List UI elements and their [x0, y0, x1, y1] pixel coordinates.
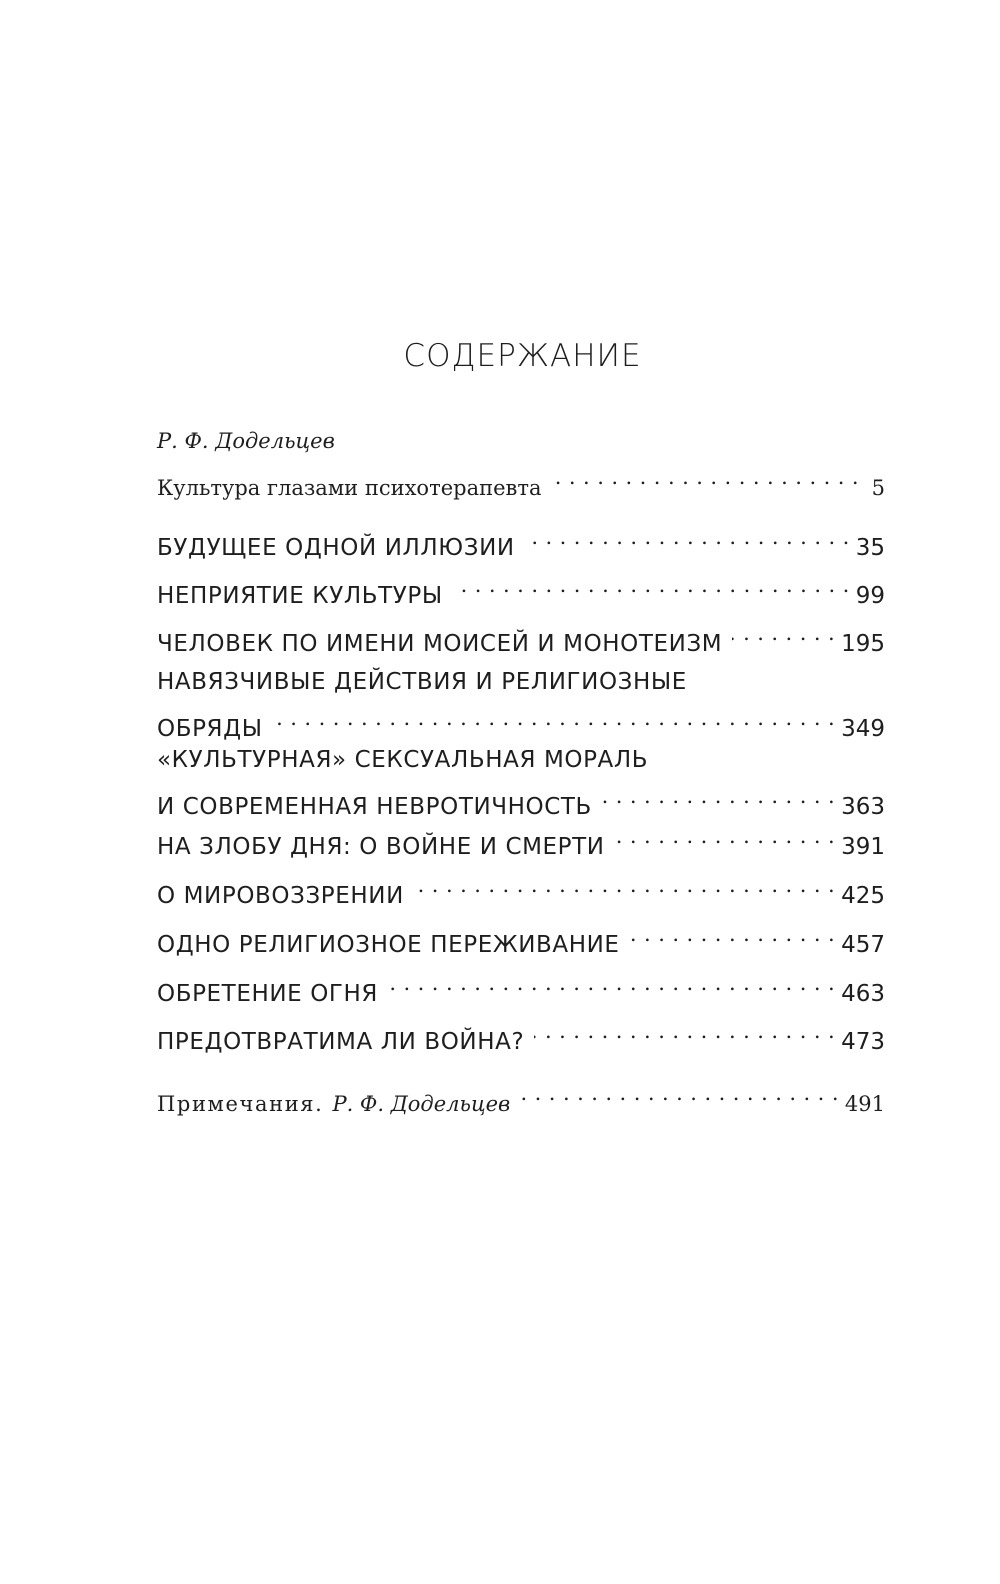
toc-entry[interactable]: [157, 867, 885, 909]
toc-entry[interactable]: [157, 916, 885, 958]
notes-label: Примечания.: [157, 1092, 324, 1116]
toc-entry-title-line-1: «КУЛЬТУРНАЯ» СЕКСУАЛЬНАЯ МОРАЛЬ: [157, 747, 649, 773]
toc-entry-page-number: 473: [841, 1029, 885, 1055]
toc-entry-title-line-2: ОБРЯДЫ: [157, 716, 263, 742]
toc-entry-page-number: 363: [841, 794, 885, 820]
toc-entry[interactable]: [157, 615, 885, 657]
toc-entry-page-number: 5: [871, 476, 885, 500]
dot-leader: [551, 459, 859, 495]
toc-entry-title-line-2: И СОВРЕМЕННАЯ НЕВРОТИЧНОСТЬ: [157, 794, 592, 820]
toc-entry-intro[interactable]: [157, 423, 885, 500]
dot-leader: [534, 1013, 835, 1049]
toc-entry[interactable]: [157, 1013, 885, 1055]
toc-entry-page-number: 99: [855, 583, 885, 609]
toc-entry-author-line: [157, 423, 885, 459]
toc-entry-title: ЧЕЛОВЕК ПО ИМЕНИ МОИСЕЙ И МОНОТЕИЗМ: [157, 631, 723, 657]
toc-entry-page-number: 35: [855, 535, 885, 561]
toc-entry-page-number: 463: [841, 981, 885, 1007]
toc-entry-title: БУДУЩЕЕ ОДНОЙ ИЛЛЮЗИИ: [157, 535, 515, 561]
toc-entry-page-number: 491: [844, 1092, 885, 1116]
toc-entry-line: [157, 459, 885, 500]
toc-entry-page-number: 457: [841, 932, 885, 958]
dot-leader: [602, 778, 835, 814]
dot-leader: [273, 700, 835, 736]
toc-entry-title: ОДНО РЕЛИГИОЗНОЕ ПЕРЕЖИВАНИЕ: [157, 932, 620, 958]
dot-leader: [388, 965, 835, 1001]
toc-entry-title: НА ЗЛОБУ ДНЯ: О ВОЙНЕ И СМЕРТИ: [157, 834, 605, 860]
toc-entry[interactable]: [157, 519, 885, 561]
toc-entry-page-number: 349: [841, 716, 885, 742]
dot-leader: [453, 567, 850, 603]
toc-entry[interactable]: [157, 664, 885, 742]
notes-author: Р. Ф. Додельцев: [332, 1092, 511, 1116]
dot-leader: [732, 615, 835, 651]
toc-entry-title: ОБРЕТЕНИЕ ОГНЯ: [157, 981, 379, 1007]
toc-entry-title: НЕПРИЯТИЕ КУЛЬТУРЫ: [157, 583, 443, 609]
dot-leader: [414, 867, 835, 903]
toc-entry-title: О МИРОВОЗЗРЕНИИ: [157, 883, 404, 909]
toc-entry-author: Р. Ф. Додельцев: [157, 429, 335, 453]
toc-entry-page-number: 425: [841, 883, 885, 909]
dot-leader: [630, 916, 836, 952]
toc-entry[interactable]: [157, 818, 885, 860]
dot-leader: [615, 818, 835, 854]
toc-entry-notes[interactable]: [157, 1075, 885, 1116]
toc-entry-page-number: 195: [841, 631, 885, 657]
dot-leader: [520, 1075, 839, 1111]
page-title: СОДЕРЖАНИЕ: [403, 338, 642, 374]
toc-entry-title: Культура глазами психотерапевта: [157, 476, 542, 500]
dot-leader: [525, 519, 850, 555]
toc-entry[interactable]: [157, 567, 885, 609]
toc-entry-title-line-1: НАВЯЗЧИВЫЕ ДЕЙСТВИЯ И РЕЛИГИОЗНЫЕ: [157, 669, 687, 695]
toc-entry-title: ПРЕДОТВРАТИМА ЛИ ВОЙНА?: [157, 1029, 525, 1055]
toc-entry[interactable]: [157, 742, 885, 820]
toc-entry-page-number: 391: [841, 834, 885, 860]
toc-entry[interactable]: [157, 965, 885, 1007]
